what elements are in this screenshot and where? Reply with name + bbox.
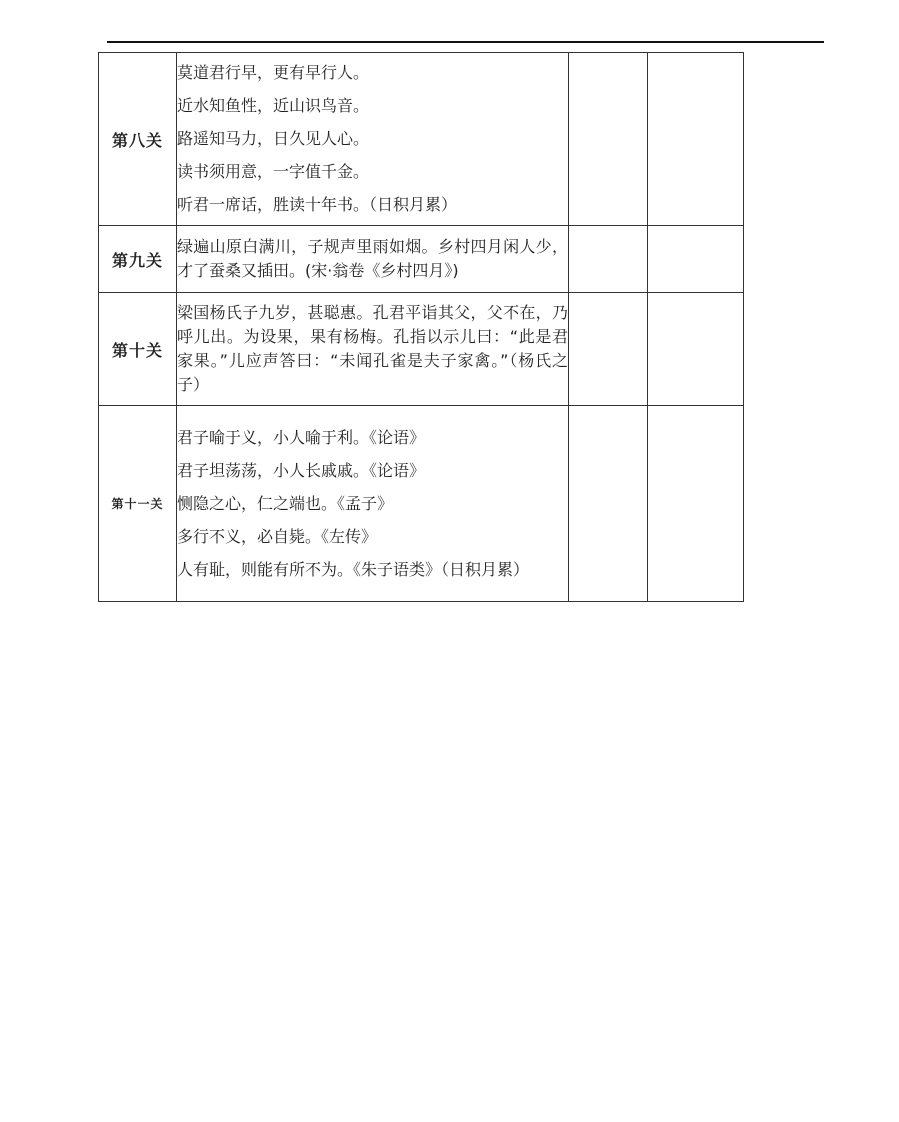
table-row-pass-9: [99, 226, 744, 293]
pass-content: [177, 226, 569, 293]
text-line: 恻隐之心，仁之端也。《孟子》: [177, 493, 394, 513]
text-paragraph: 梁国杨氏子九岁，甚聪惠。孔君平诣其父，父不在，乃呼儿出。为设果，果有杨梅。孔指以示儿曰：“此是君家果。”儿应声答曰：“未闻孔雀是夫子家禽。”（杨氏之子）: [177, 303, 568, 394]
text-line: 君子坦荡荡，小人长戚戚。《论语》: [177, 460, 426, 480]
pass-content: [177, 53, 569, 226]
blank-cell: [569, 53, 648, 226]
text-line: 读书须用意，一字值千金。: [177, 162, 370, 181]
blank-cell: [648, 293, 744, 406]
text-paragraph: 绿遍山原白满川，子规声里雨如烟。乡村四月闲人少，才了蚕桑又插田。(宋·翁卷《乡村四月》): [177, 237, 568, 280]
pass-label: 第八关: [99, 53, 177, 226]
table-row-pass-10: [99, 293, 744, 406]
text-line: 莫道君行早，更有早行人。: [177, 63, 370, 82]
blank-cell: [569, 293, 648, 406]
header-rule: [107, 41, 824, 43]
blank-cell: [648, 406, 744, 602]
text-line: 近水知鱼性，近山识鸟音。: [177, 96, 370, 115]
table-row-pass-11: [99, 406, 744, 602]
blank-cell: [569, 406, 648, 602]
blank-cell: [648, 53, 744, 226]
blank-cell: [648, 226, 744, 293]
pass-content: [177, 406, 569, 602]
text-line: 听君一席话，胜读十年书。（日积月累）: [177, 195, 458, 214]
table-row-pass-8: [99, 53, 744, 226]
pass-label: 第十关: [99, 293, 177, 406]
pass-label: 第十一关: [99, 406, 177, 602]
text-line: 君子喻于义，小人喻于利。《论语》: [177, 427, 426, 447]
text-line: 路遥知马力，日久见人心。: [177, 129, 370, 148]
recitation-pass-table: [98, 52, 744, 602]
text-line: 多行不义，必自毙。《左传》: [177, 526, 378, 546]
text-line: 人有耻，则能有所不为。《朱子语类》（日积月累）: [177, 559, 530, 579]
blank-cell: [569, 226, 648, 293]
pass-content: [177, 293, 569, 406]
pass-label: 第九关: [99, 226, 177, 293]
